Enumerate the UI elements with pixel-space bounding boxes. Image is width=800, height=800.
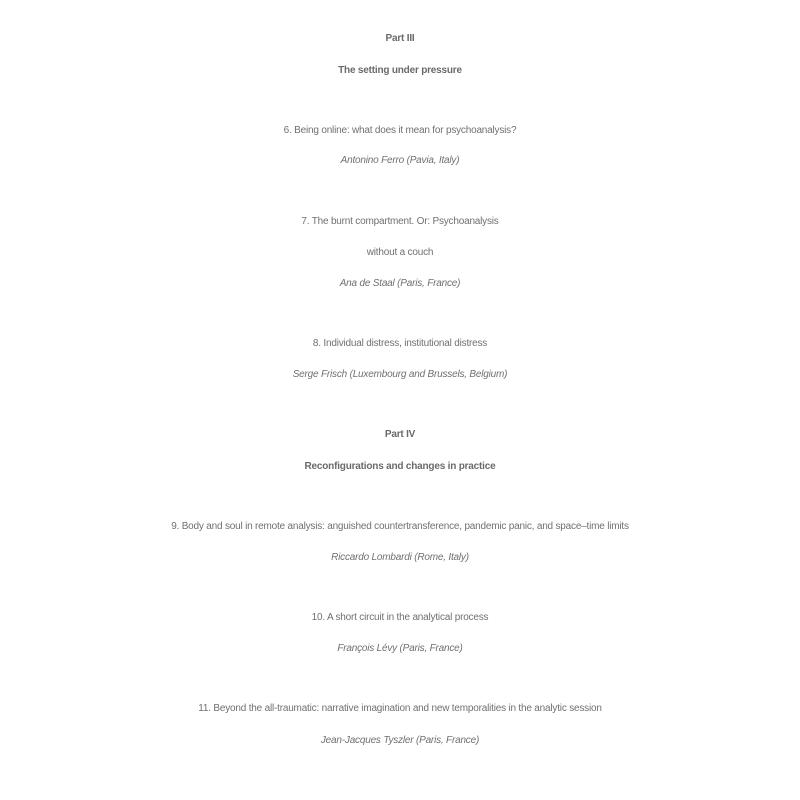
chapter-title: 11. Beyond the all-traumatic: narrative imagination and new temporalities in the analytic session: [198, 703, 602, 714]
part-title: The setting under pressure: [338, 65, 462, 76]
chapter-author: Serge Frisch (Luxembourg and Brussels, Belgium): [292, 369, 508, 380]
chapter-title: 10. A short circuit in the analytical process: [311, 612, 489, 623]
chapter-title: 9. Body and soul in remote analysis: anguished countertransference, pandemic panic, and space–time limits: [171, 521, 629, 532]
chapter-author: Jean-Jacques Tyszler (Paris, France): [320, 735, 480, 746]
chapter-title-continued: without a couch: [366, 247, 434, 258]
chapter-title: 6. Being online: what does it mean for psychoanalysis?: [283, 125, 517, 136]
chapter-author: Antonino Ferro (Pavia, Italy): [340, 155, 460, 166]
chapter-title: 7. The burnt compartment. Or: Psychoanalysis: [301, 216, 499, 227]
part-title: Reconfigurations and changes in practice: [304, 461, 496, 472]
chapter-author: François Lévy (Paris, France): [337, 643, 463, 654]
chapter-author: Riccardo Lombardi (Rome, Italy): [331, 552, 469, 563]
chapter-author: Ana de Staal (Paris, France): [339, 278, 461, 289]
part-label: Part IV: [384, 429, 416, 440]
part-label: Part III: [385, 33, 415, 44]
chapter-title: 8. Individual distress, institutional distress: [312, 338, 488, 349]
